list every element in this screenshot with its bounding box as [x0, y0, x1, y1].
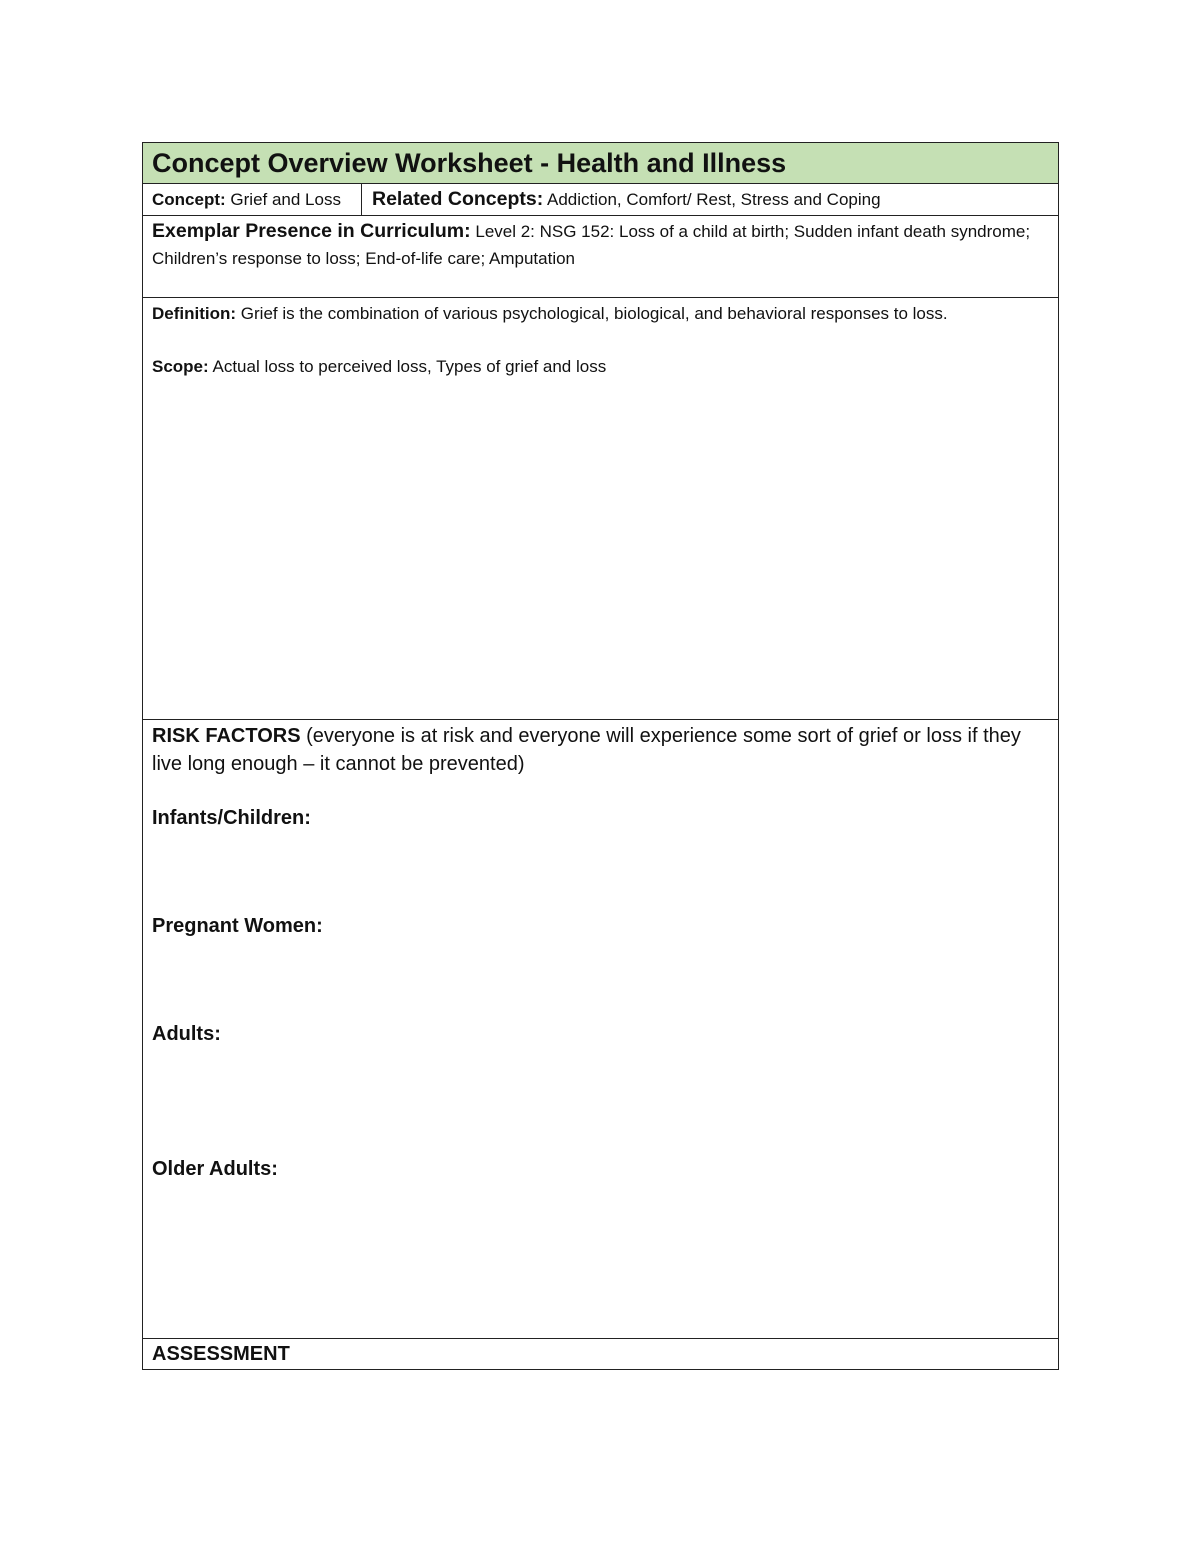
- exemplar-label: Exemplar Presence in Curriculum:: [152, 220, 471, 242]
- pregnant-women-answer-area: [152, 940, 1049, 1020]
- older-adults-label: Older Adults:: [152, 1158, 278, 1180]
- exemplar-value: Level 2: NSG 152: Loss of a child at birth; Sudden infant death syndrome; Children’s response to loss; End-of-life care; Amputation: [152, 222, 1031, 268]
- risk-factors-note: (everyone is at risk and everyone will experience some sort of grief or loss if they live long enough – it cannot be prevented): [152, 725, 1021, 775]
- concept-cell: [143, 184, 362, 216]
- adults-answer-area: [152, 1048, 1049, 1155]
- worksheet-table: [142, 142, 1059, 1370]
- adults-label: Adults:: [152, 1023, 221, 1045]
- scope-label: Scope:: [152, 357, 209, 376]
- scope-value: Actual loss to perceived loss, Types of grief and loss: [212, 357, 607, 376]
- concept-label: Concept:: [152, 190, 226, 209]
- infants-children-answer-area: [152, 832, 1049, 912]
- risk-factors-cell: [143, 720, 1059, 1339]
- pregnant-women-label: Pregnant Women:: [152, 915, 323, 937]
- concept-value: Grief and Loss: [230, 190, 341, 209]
- risk-factors-label: RISK FACTORS: [152, 725, 301, 747]
- exemplar-cell: [143, 216, 1059, 298]
- scope-paragraph: [152, 353, 1049, 380]
- worksheet-title: Concept Overview Worksheet - Health and Illness: [143, 143, 1059, 184]
- concept-row: [143, 184, 1059, 216]
- definition-label: Definition:: [152, 304, 237, 323]
- assessment-heading: ASSESSMENT: [143, 1339, 1059, 1370]
- definition-paragraph: [152, 300, 1049, 327]
- related-concepts-label: Related Concepts:: [372, 188, 544, 210]
- paragraph-spacer: [152, 327, 1049, 353]
- related-concepts-value: Addiction, Comfort/ Rest, Stress and Coping: [547, 190, 881, 209]
- risk-factors-row: [143, 720, 1059, 1339]
- assessment-row: [143, 1339, 1059, 1370]
- infants-children-label: Infants/Children:: [152, 807, 311, 829]
- risk-spacer-1: [152, 778, 1049, 804]
- definition-cell: [143, 298, 1059, 720]
- title-row: [143, 143, 1059, 184]
- exemplar-row: [143, 216, 1059, 298]
- risk-factors-heading: [152, 722, 1049, 778]
- related-concepts-cell: [362, 184, 1059, 216]
- definition-value: Grief is the combination of various psychological, biological, and behavioral responses to loss.: [240, 304, 948, 323]
- definition-row: [143, 298, 1059, 720]
